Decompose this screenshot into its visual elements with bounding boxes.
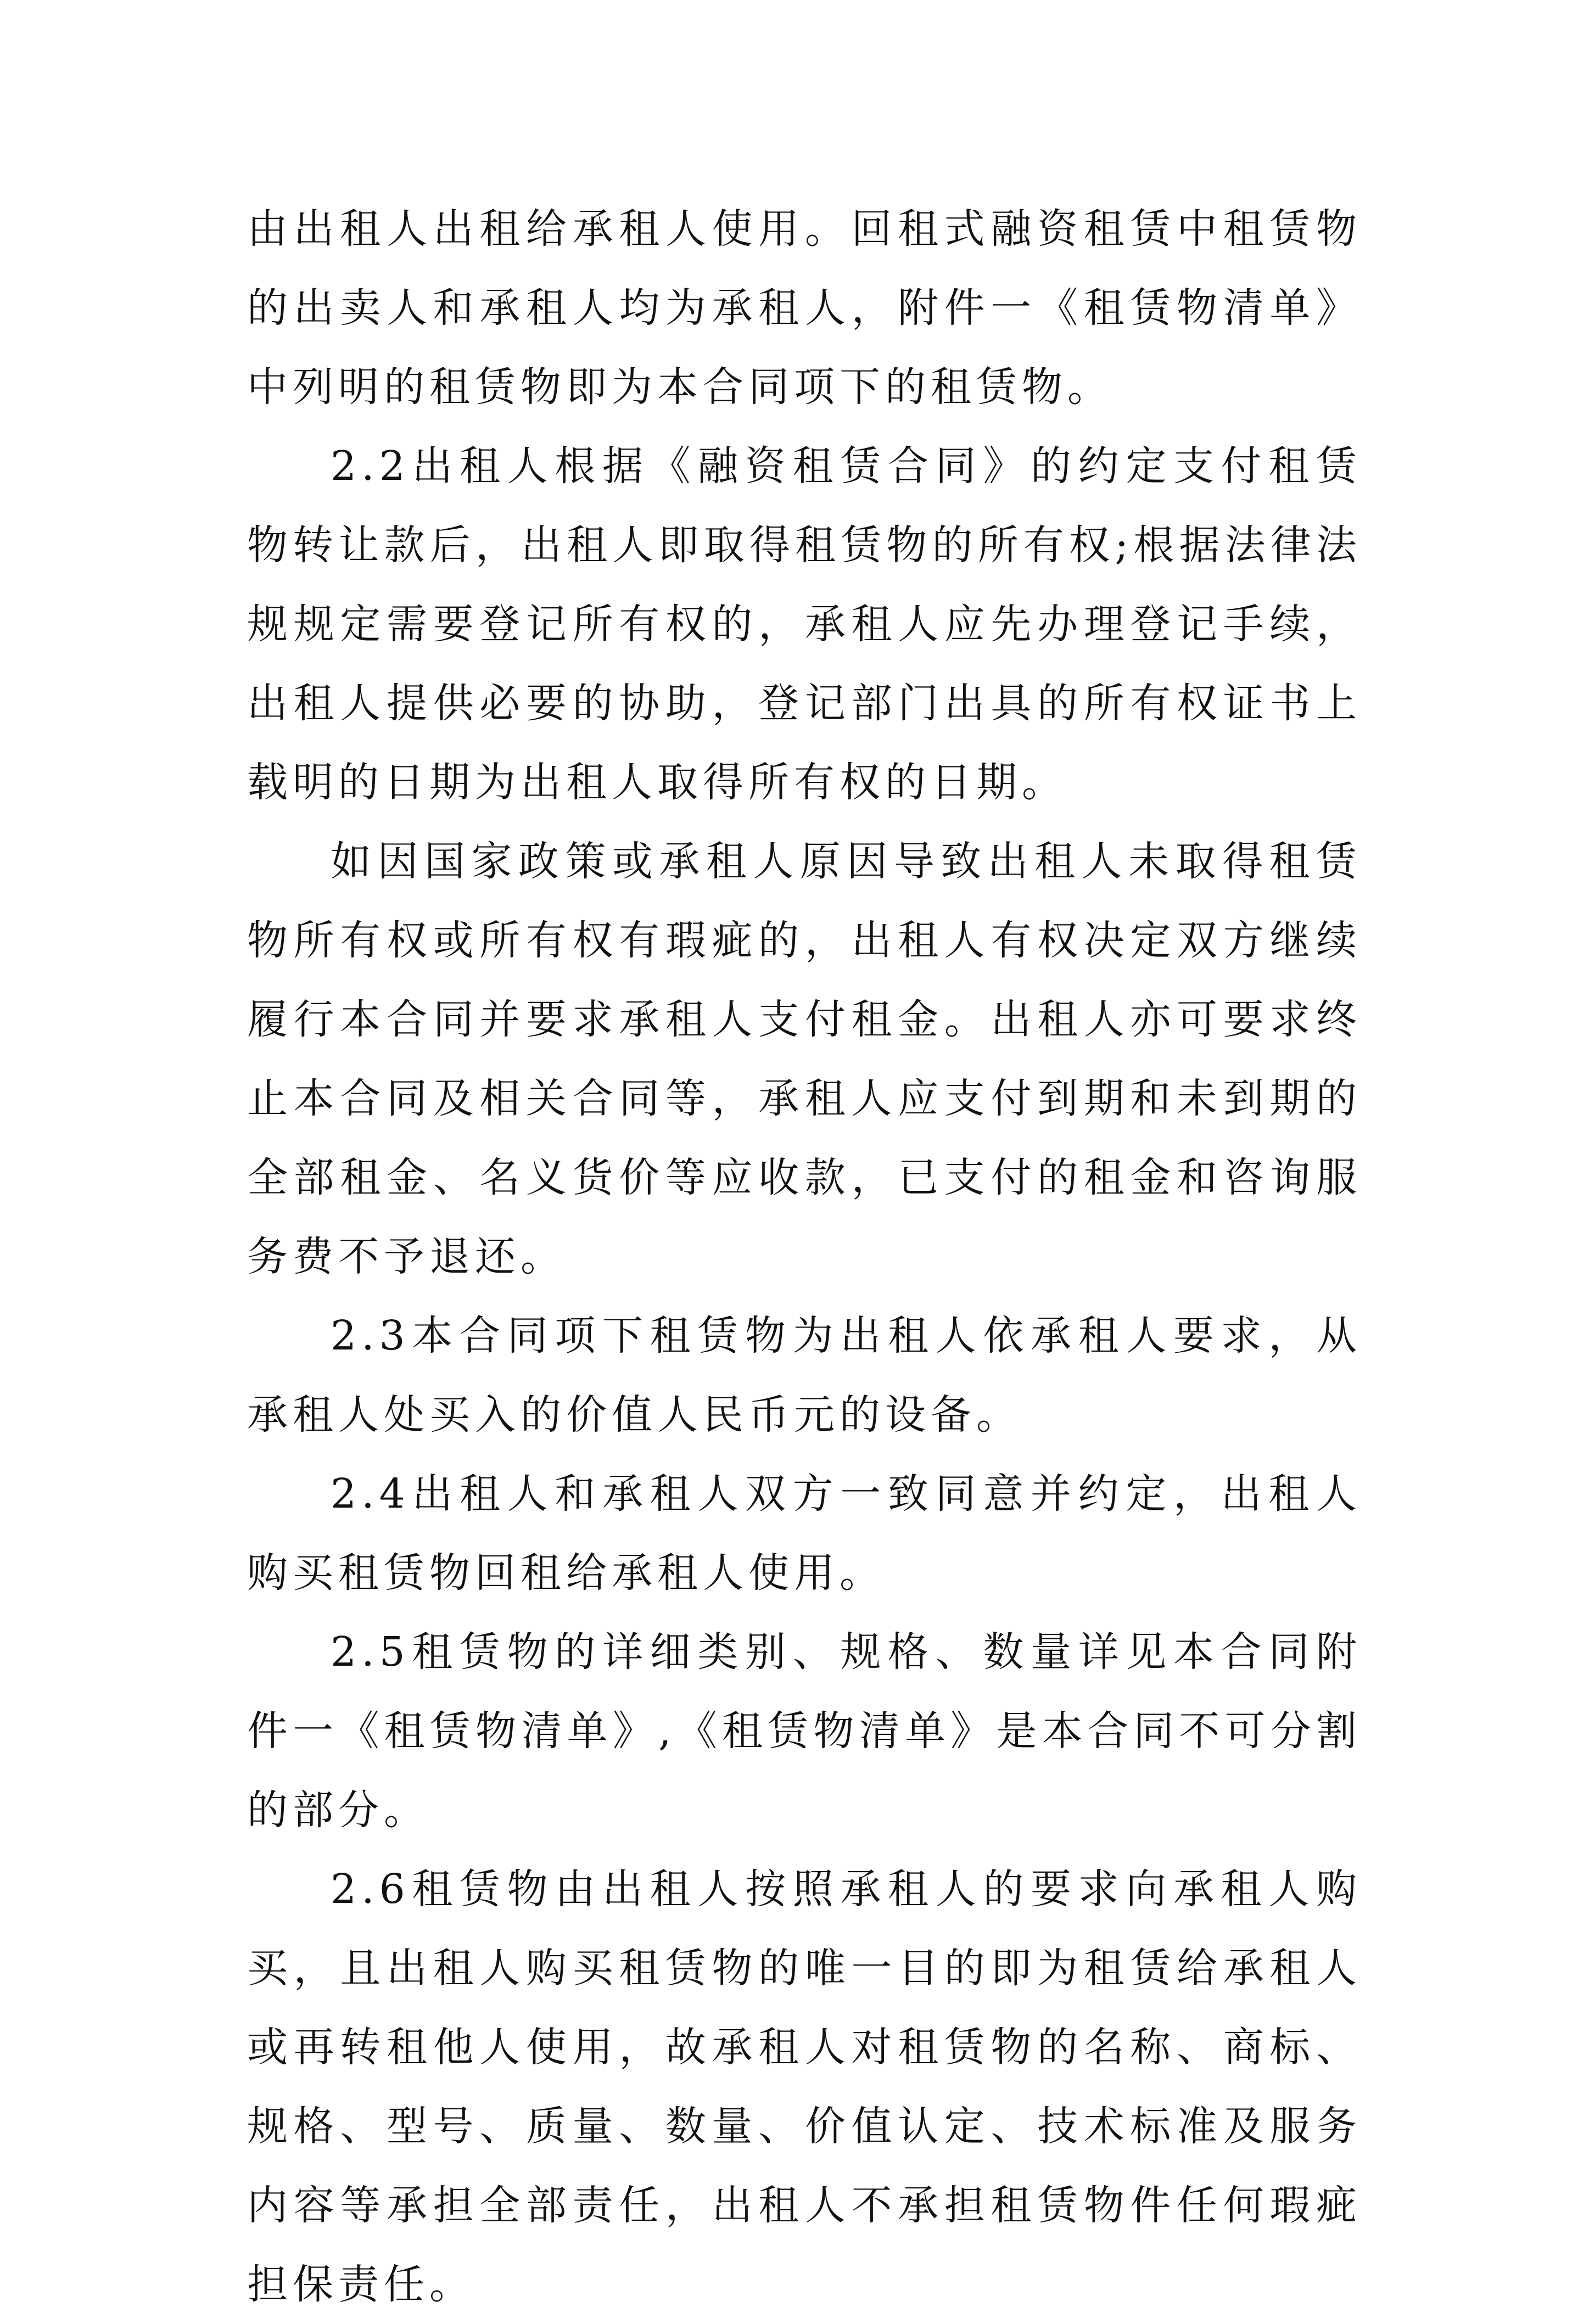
paragraph-2-2: 2.2出租人根据《融资租赁合同》的约定支付租赁物转让款后，出租人即取得租赁物的所有权;根据法律法规规定需要登记所有权的，承租人应先办理登记手续，出租人提供必要的协助，登记部门出具的所有权证书上载明的日期为出租人取得所有权的日期。 [247, 443, 1362, 806]
paragraph-2-3: 2.3本合同项下租赁物为出租人依承租人要求，从承租人处买入的价值人民币元的设备。 [247, 1312, 1362, 1438]
paragraph-2-2-supplement: 如因国家政策或承租人原因导致出租人未取得租赁物所有权或所有权有瑕疵的，出租人有权决定双方继续履行本合同并要求承租人支付租金。出租人亦可要求终止本合同及相关合同等，承租人应支付到期和未到期的全部租金、名义货价等应收款，已支付的租金和咨询服务费不予退还。 [247, 838, 1362, 1280]
paragraph-2-4: 2.4出租人和承租人双方一致同意并约定，出租人购买租赁物回租给承租人使用。 [247, 1470, 1362, 1597]
paragraph-2-6: 2.6租赁物由出租人按照承租人的要求向承租人购买，且出租人购买租赁物的唯一目的即为租赁给承租人或再转租他人使用，故承租人对租赁物的名称、商标、规格、型号、质量、数量、价值认定、技术标准及服务内容等承担全部责任，出租人不承担租赁物件任何瑕疵担保责任。 [247, 1866, 1362, 2308]
document-body [247, 189, 1362, 2324]
paragraph-continuation: 由出租人出租给承租人使用。回租式融资租赁中租赁物的出卖人和承租人均为承租人，附件一《租赁物清单》中列明的租赁物即为本合同项下的租赁物。 [247, 205, 1362, 411]
paragraph-2-5: 2.5租赁物的详细类别、规格、数量详见本合同附件一《租赁物清单》,《租赁物清单》是本合同不可分割的部分。 [247, 1628, 1362, 1834]
